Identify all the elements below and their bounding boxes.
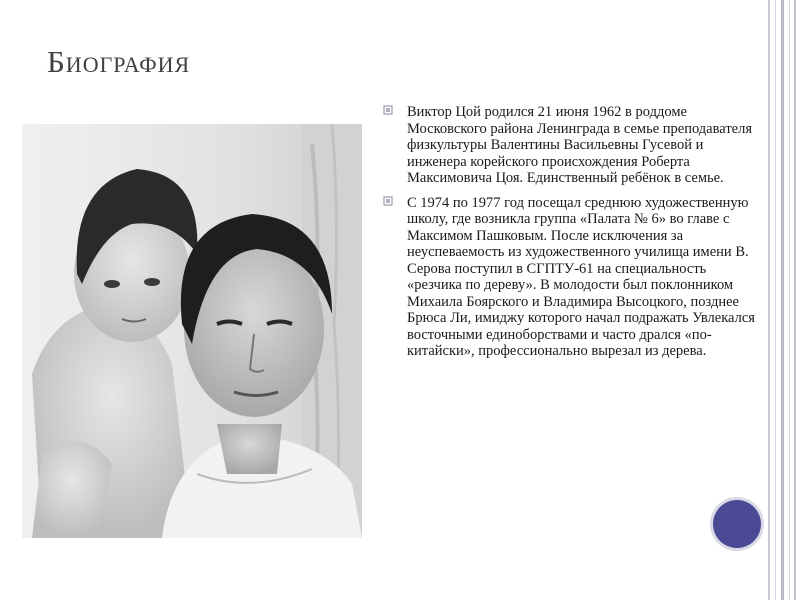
decorative-stripe [775, 0, 776, 600]
square-bullet-icon [383, 105, 394, 116]
accent-circle [713, 500, 761, 548]
bullet-item [383, 104, 758, 187]
bullet-item [383, 195, 758, 360]
portrait-photo [22, 124, 362, 538]
bullet-text: С 1974 по 1977 год посещал среднюю художественную школу, где возникла группа «Палата № 6» во главе с Максимом Пашковым. После исключения за неуспеваемость из художественного училища имени В. Серова поступил в СГПТУ-61 на специальность «резчика по дереву». В молодости был поклонником Михаила Боярского и Владимира Высоцкого, позднее Брюса Ли, имиджу которого начал подражать Увлекался восточными единоборствами и часто дрался «по-китайски», профессионально вырезал из дерева. [407, 194, 755, 359]
bullet-list [383, 104, 758, 368]
square-bullet-icon [383, 196, 394, 207]
decorative-stripe [794, 0, 796, 600]
decorative-stripe [768, 0, 770, 600]
decorative-stripe [789, 0, 790, 600]
decorative-stripe [781, 0, 784, 600]
bullet-text: Виктор Цой родился 21 июня 1962 в роддоме Московского района Ленинграда в семье преподавателя физкультуры Валентины Васильевны Гусевой и инженера корейского происхождения Роберта Максимовича Цоя. Единственный ребёнок в семье. [407, 104, 753, 186]
slide-title: Биография [47, 44, 191, 79]
